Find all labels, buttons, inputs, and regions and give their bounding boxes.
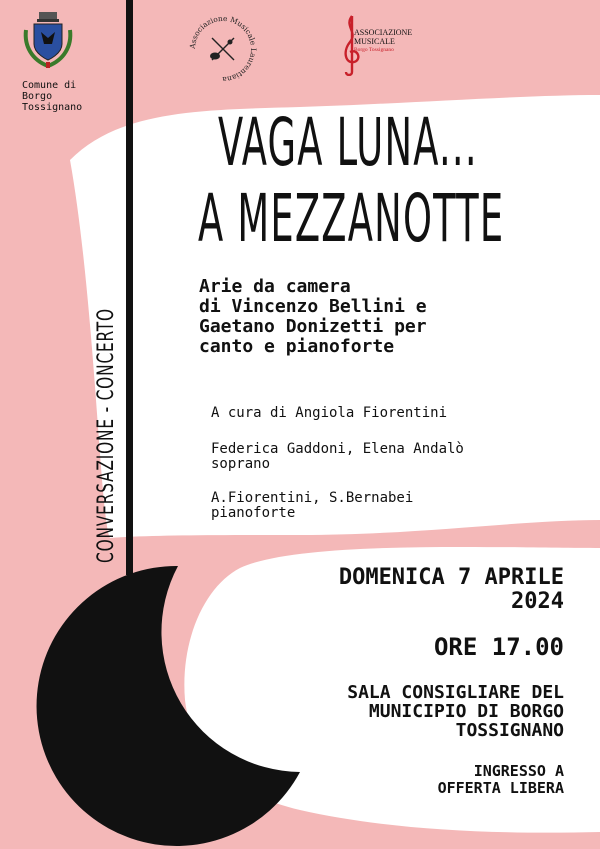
subtitle-line: di Vincenzo Bellini e <box>199 296 427 317</box>
title-line-2: A MEZZANOTTE <box>198 180 505 257</box>
entry-block <box>438 763 564 797</box>
subtitle-line: Arie da camera <box>199 276 351 297</box>
assoc-borgo-logo <box>340 12 440 76</box>
laurentiana-circular-label: Associazione Musicale Laurentiana <box>188 14 258 84</box>
event-date-block <box>339 566 564 614</box>
venue-line: MUNICIPIO DI BORGO <box>368 701 564 722</box>
pianists-line: A.Fiorentini, S.Bernabei <box>211 490 414 506</box>
subtitle-line: canto e pianoforte <box>199 336 395 357</box>
singers-role: soprano <box>211 456 271 472</box>
coat-of-arms-icon <box>22 10 74 74</box>
subtitle-block <box>199 277 427 357</box>
assoc-borgo-label-line: ASSOCIAZIONE <box>354 28 413 37</box>
comune-label-line: Borgo <box>22 91 53 102</box>
singers-line: Federica Gaddoni, Elena Andalò <box>211 441 464 457</box>
subtitle-line: Gaetano Donizetti per <box>199 316 427 337</box>
entry-line: INGRESSO A <box>473 762 564 780</box>
side-label: CONVERSAZIONE - CONCERTO <box>94 308 119 563</box>
venue-line: SALA CONSIGLIARE DEL <box>347 682 564 703</box>
musical-instruments-icon <box>188 14 258 84</box>
assoc-borgo-label-line: Borgo Tossignano <box>354 47 394 53</box>
comune-label-line: Tossignano <box>22 102 83 113</box>
event-day: DOMENICA 7 APRILE <box>338 565 564 590</box>
comune-label-line: Comune di <box>22 80 77 91</box>
comune-logo <box>22 10 82 113</box>
venue-block <box>347 683 564 740</box>
event-year: 2024 <box>511 589 564 614</box>
pianists-role: pianoforte <box>211 505 296 521</box>
venue-line: TOSSIGNANO <box>455 720 564 741</box>
assoc-borgo-label-line: MUSICALE <box>354 37 395 46</box>
event-time: ORE 17.00 <box>433 633 564 661</box>
moon-stem-line <box>126 0 133 575</box>
curator-line: A cura di Angiola Fiorentini <box>211 405 448 421</box>
entry-line: OFFERTA LIBERA <box>437 779 564 797</box>
laurentiana-logo <box>188 14 258 84</box>
title-line-1: VAGA LUNA... <box>218 104 478 181</box>
